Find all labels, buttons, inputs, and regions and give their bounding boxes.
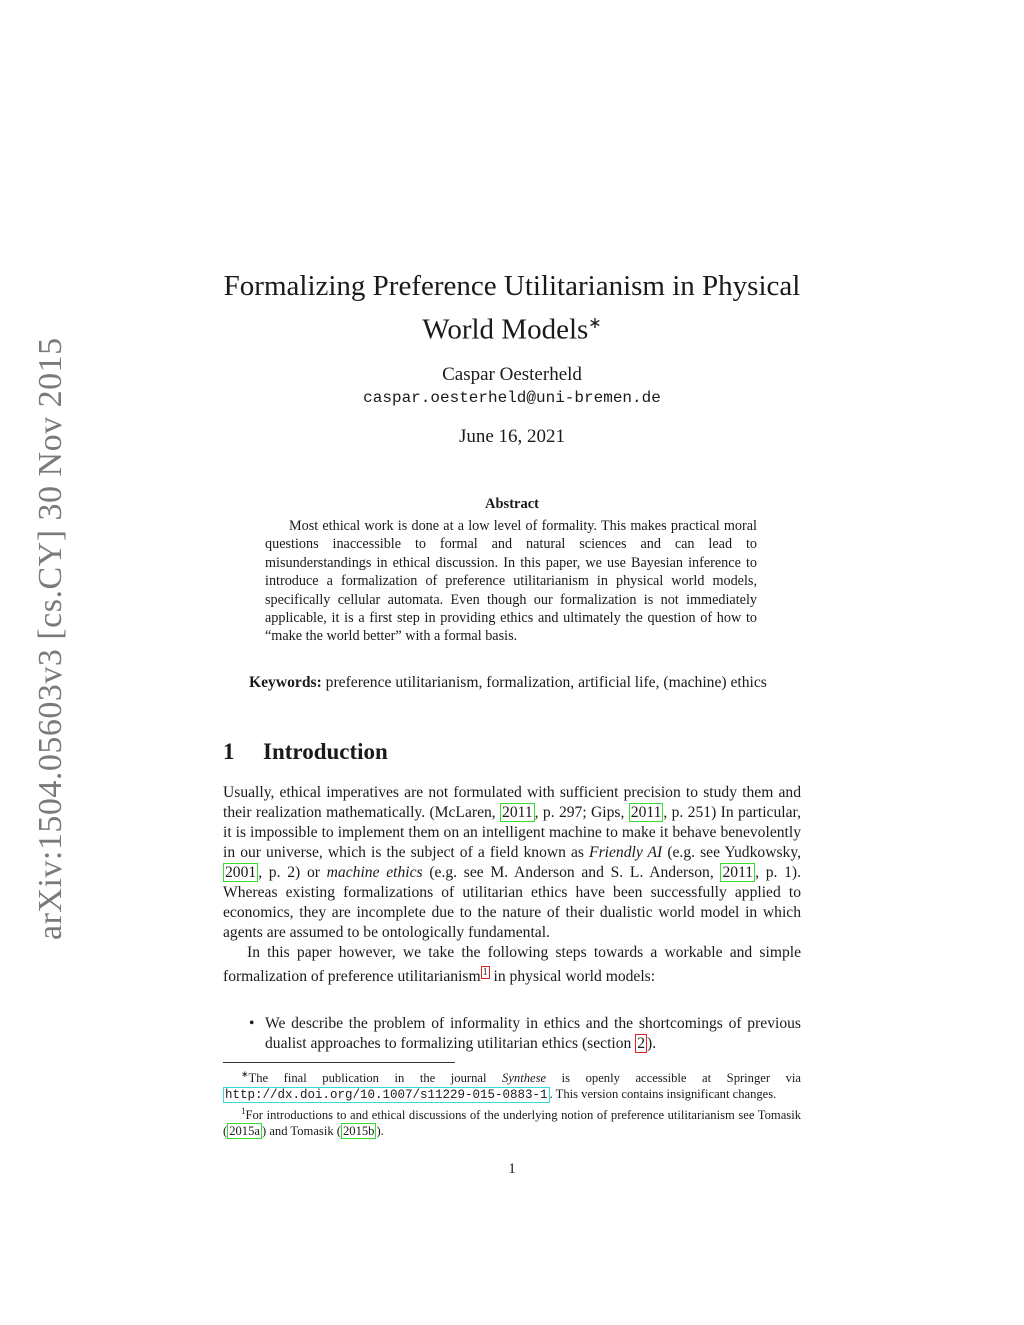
section-ref-link-2[interactable]: 2: [637, 1035, 646, 1052]
citation-link-mclaren[interactable]: 2011: [502, 804, 533, 821]
footnotes: [223, 1066, 801, 1139]
text-run: We describe the problem of informality in ethics and the shortcomings of previous dualist approaches to formalizing utilitarian ethics (section: [265, 1015, 801, 1052]
author-name: Caspar Oesterheld: [442, 364, 582, 385]
abstract-text: Most ethical work is done at a low level of formality. This makes practical moral questions inaccessible to formal and natural sciences and can lead to misunderstandings in ethical discussion. In this paper, we use Bayesian inference to introduce a formalization of preference utilitarianism in physical world models, specifically cellular automata. Even though our formalization is not immediately applicable, it is a first step in providing ethics and ultimately the question of how to “make the world better” with a formal basis.: [265, 518, 757, 645]
term-friendly-ai: Friendly AI: [589, 844, 663, 861]
footnote-1: [223, 1103, 801, 1139]
paper-title: [223, 268, 801, 349]
text-run: The final publication in the journal: [248, 1071, 503, 1086]
intro-paragraph-2: [223, 943, 801, 987]
title-footnote-marker: ∗: [588, 315, 602, 332]
text-run: For introductions to and ethical discussions of the underlying notion of preference utilitarianism see Tomasik (: [223, 1108, 801, 1139]
title-line-1: Formalizing Preference Utilitarianism in Physical: [223, 270, 801, 302]
footnote-marker: 1: [241, 1106, 246, 1117]
contribution-list: [223, 1014, 801, 1054]
text-run: Usually, ethical imperatives are not formulated with sufficient precision to study them and their realization mathematically. (McLaren,: [223, 784, 801, 821]
text-run: (e.g. see M. Anderson and S. L. Anderson,: [422, 864, 721, 881]
text-run: is openly accessible at Springer via: [546, 1071, 801, 1086]
title-line-2: World Models: [422, 313, 589, 346]
text-run: , p. 1). Whereas existing formalizations of utilitarian ethics have been successfully applied to economics, they are incomplete due to the nature of their dualistic world model in which agents are assumed to be ontologically fundamental.: [223, 864, 802, 941]
paper-date: June 16, 2021: [458, 426, 566, 447]
keywords-label: Keywords:: [249, 674, 322, 691]
term-machine-ethics: machine ethics: [326, 864, 423, 881]
keywords-text: preference utilitarianism, formalization, artificial life, (machine) ethics: [325, 674, 767, 691]
text-run: , p. 251) In particular, it is impossible to implement them on an intelligent machine to make it behave benevolently in our universe, which is the subject of a field known as: [223, 804, 801, 861]
author-email[interactable]: caspar.oesterheld@uni-bremen.de: [363, 389, 661, 407]
bullet-marker: •: [249, 1015, 255, 1032]
citation-link-tomasik-2015b[interactable]: 2015b: [342, 1124, 375, 1139]
citation-link-anderson[interactable]: 2011: [722, 864, 754, 881]
footnote-marker: ∗: [241, 1069, 249, 1079]
text-run: ).: [647, 1035, 657, 1052]
text-run: in physical world models:: [489, 968, 656, 986]
text-run: ) and Tomasik (: [261, 1124, 341, 1139]
footnote-divider: [223, 1062, 455, 1063]
footnote-link-1[interactable]: 1: [482, 967, 488, 978]
arxiv-identifier-stamp: arXiv:1504.05603v3 [cs.CY] 30 Nov 2015: [32, 337, 69, 940]
text-run: , p. 297; Gips,: [534, 804, 629, 821]
section-heading-introduction: [223, 739, 801, 765]
citation-link-yudkowsky[interactable]: 2001: [225, 864, 257, 881]
section-number: 1: [223, 739, 235, 764]
footnote-publication: [223, 1066, 801, 1103]
list-item: [223, 1014, 801, 1054]
doi-url-link[interactable]: http://dx.doi.org/10.1007/s11229-015-0883-1: [225, 1088, 548, 1103]
text-run: , p. 2) or: [258, 864, 327, 881]
text-run: ).: [376, 1124, 384, 1139]
introduction-body: [223, 783, 801, 987]
text-run: (e.g. see Yudkowsky,: [662, 844, 802, 861]
citation-link-gips[interactable]: 2011: [630, 804, 662, 821]
section-title: Introduction: [263, 739, 388, 764]
keywords: [223, 673, 801, 693]
text-run: . This version contains insignificant changes.: [549, 1087, 777, 1102]
page-number: 1: [508, 1161, 516, 1177]
text-run: In this paper however, we take the following steps towards a workable and simple formalization of preference utilitarianism: [223, 944, 801, 986]
journal-name: Synthese: [502, 1071, 547, 1086]
citation-link-tomasik-2015a[interactable]: 2015a: [229, 1124, 260, 1139]
intro-paragraph-1: [223, 783, 801, 943]
abstract-heading: Abstract: [485, 496, 539, 512]
